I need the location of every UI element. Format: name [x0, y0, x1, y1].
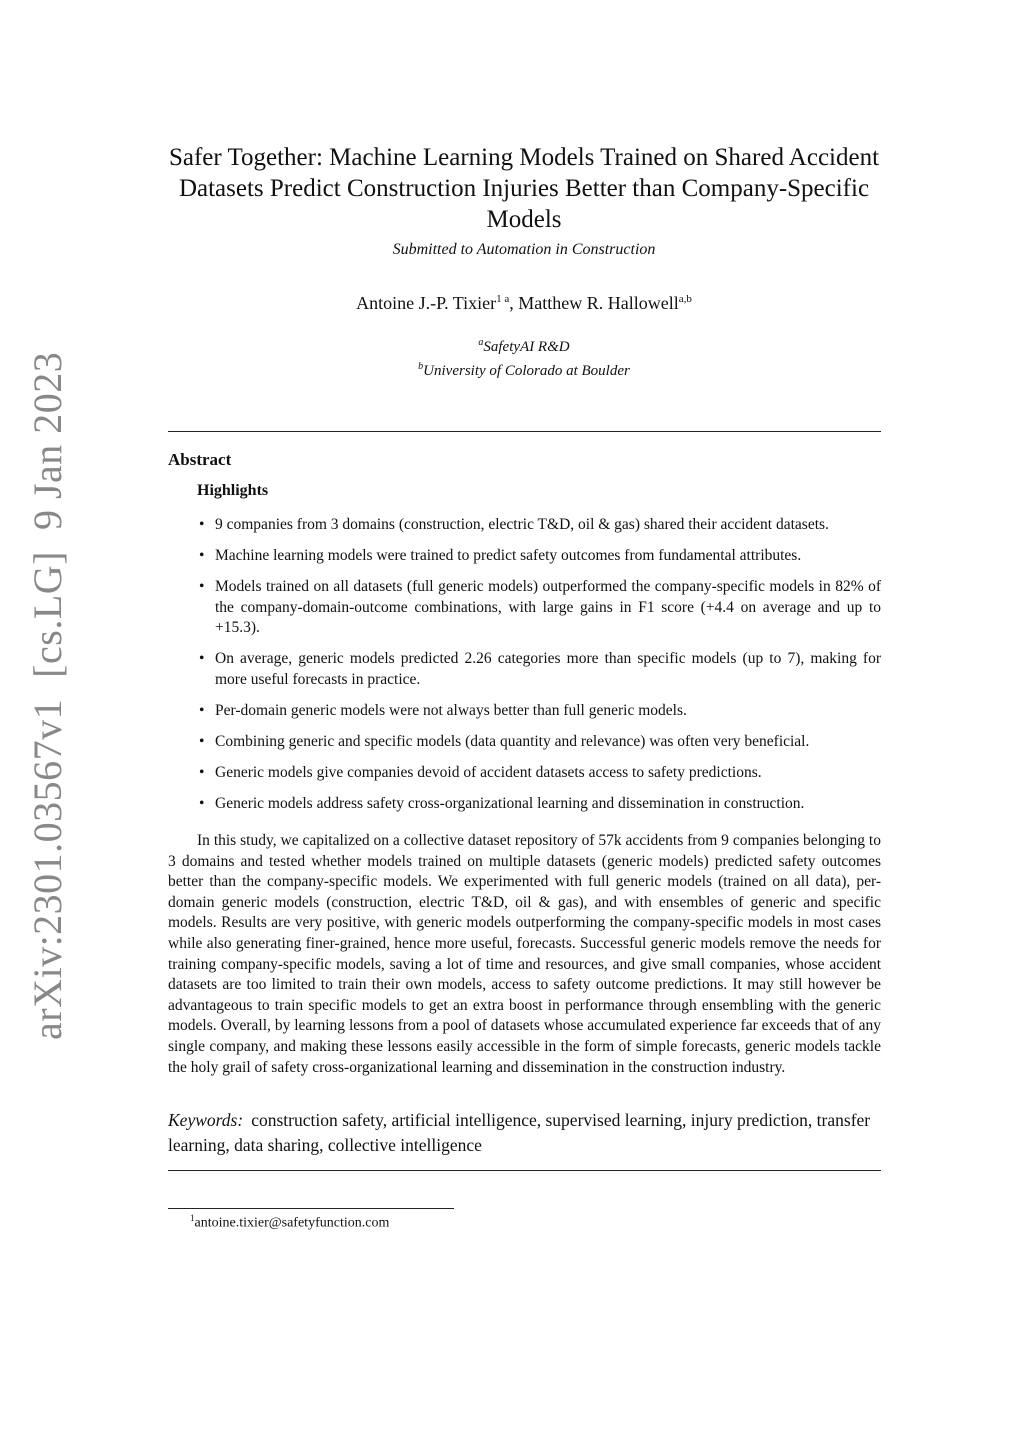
bullet-icon: •: [199, 516, 205, 533]
affiliation: [168, 333, 880, 357]
top-divider: [168, 431, 881, 432]
bottom-divider: [168, 1170, 881, 1171]
keywords: [168, 1108, 881, 1158]
highlight-item: [197, 546, 881, 567]
highlight-text: On average, generic models predicted 2.26 categories more than specific models (up to 7), making for more useful forecasts in practice.: [215, 650, 881, 688]
affiliation-mark: b: [418, 361, 424, 372]
highlights-list: [197, 515, 881, 825]
affiliation: [168, 357, 880, 381]
highlight-item: [197, 515, 881, 536]
bullet-icon: •: [199, 701, 205, 719]
bullet-icon: •: [199, 650, 205, 667]
author-affiliation-mark: a,b: [678, 293, 692, 305]
affiliations: [168, 333, 880, 381]
highlight-text: Per-domain generic models were not always better than full generic models.: [215, 701, 687, 719]
bullet-icon: •: [199, 732, 205, 750]
highlight-item: [197, 577, 881, 639]
author-name: Antoine J.-P. Tixier: [356, 293, 497, 313]
highlight-item: [197, 763, 881, 784]
arxiv-stamp: arXiv:2301.03567v1 [cs.LG] 9 Jan 2023: [25, 351, 70, 1040]
footnote-divider: [168, 1208, 454, 1209]
affiliation-name: University of Colorado at Boulder: [423, 363, 630, 379]
highlight-item: [197, 732, 881, 753]
affiliation-name: SafetyAI R&D: [483, 339, 570, 355]
highlight-text: Generic models give companies devoid of accident datasets access to safety predictions.: [215, 763, 762, 781]
footnote-mark: 1: [190, 1213, 195, 1223]
highlight-text: 9 companies from 3 domains (construction, electric T&D, oil & gas) shared their accident datasets.: [215, 516, 829, 533]
highlight-text: Combining generic and specific models (data quantity and relevance) was often very beneficial.: [215, 732, 810, 750]
bullet-icon: •: [199, 763, 205, 781]
paper-title: Safer Together: Machine Learning Models Trained on Shared Accident Datasets Predict Construction Injuries Better than Company-Specific Models: [168, 144, 880, 233]
affiliation-mark: a: [478, 337, 484, 348]
keywords-text: construction safety, artificial intelligence, supervised learning, injury prediction, transfer learning, data sharing, collective intelligence: [168, 1110, 871, 1155]
highlight-text: Models trained on all datasets (full generic models) outperformed the company-specific models in 82% of the company-domain-outcome combinations, with large gains in F1 score (+4.4 on average and up to +15.3).: [215, 578, 881, 636]
bullet-icon: •: [199, 578, 205, 595]
bullet-icon: •: [199, 547, 205, 564]
footnote: [190, 1213, 389, 1232]
footnote-email: antoine.tixier@safetyfunction.com: [194, 1215, 390, 1231]
author-line: [168, 293, 880, 314]
highlight-text: Machine learning models were trained to predict safety outcomes from fundamental attributes.: [215, 547, 802, 564]
author-affiliation-mark: 1 a: [496, 293, 510, 305]
author-name: Matthew R. Hallowell: [518, 293, 679, 313]
highlight-item: [197, 794, 881, 815]
keywords-label: Keywords:: [168, 1110, 244, 1130]
highlight-item: [197, 701, 881, 722]
submission-note: Submitted to Automation in Construction: [392, 241, 656, 258]
abstract-heading: Abstract: [168, 450, 232, 469]
highlights-heading: Highlights: [197, 482, 269, 499]
highlight-text: Generic models address safety cross-organizational learning and dissemination in construction.: [215, 794, 805, 812]
author-separator: ,: [509, 293, 519, 313]
bullet-icon: •: [199, 794, 205, 812]
highlight-item: [197, 649, 881, 690]
abstract-body: In this study, we capitalized on a collective dataset repository of 57k accidents from 9 companies belonging to 3 domains and tested whether models trained on multiple datasets (generic models) predicted safety outcomes better than the company-specific models. We experimented with full generic models (trained on all data), per-domain generic models (construction, electric T&D, oil & gas), and with ensembles of generic and specific models. Results are very positive, with generic models outperforming the company-specific models in most cases while also generating finer-grained, hence more useful, forecasts. Successful generic models remove the needs for training company-specific models, saving a lot of time and resources, and give small companies, whose accident datasets are too limited to train their own models, access to safety outcome predictions. It may still however be advantageous to train specific models to get an extra boost in performance through ensembling with the generic models. Overall, by learning lessons from a pool of datasets whose accumulated experience far exceeds that of any single company, and making these lessons easily accessible in the form of simple forecasts, generic models tackle the holy grail of safety cross-organizational learning and dissemination in the construction industry.: [168, 832, 881, 1076]
